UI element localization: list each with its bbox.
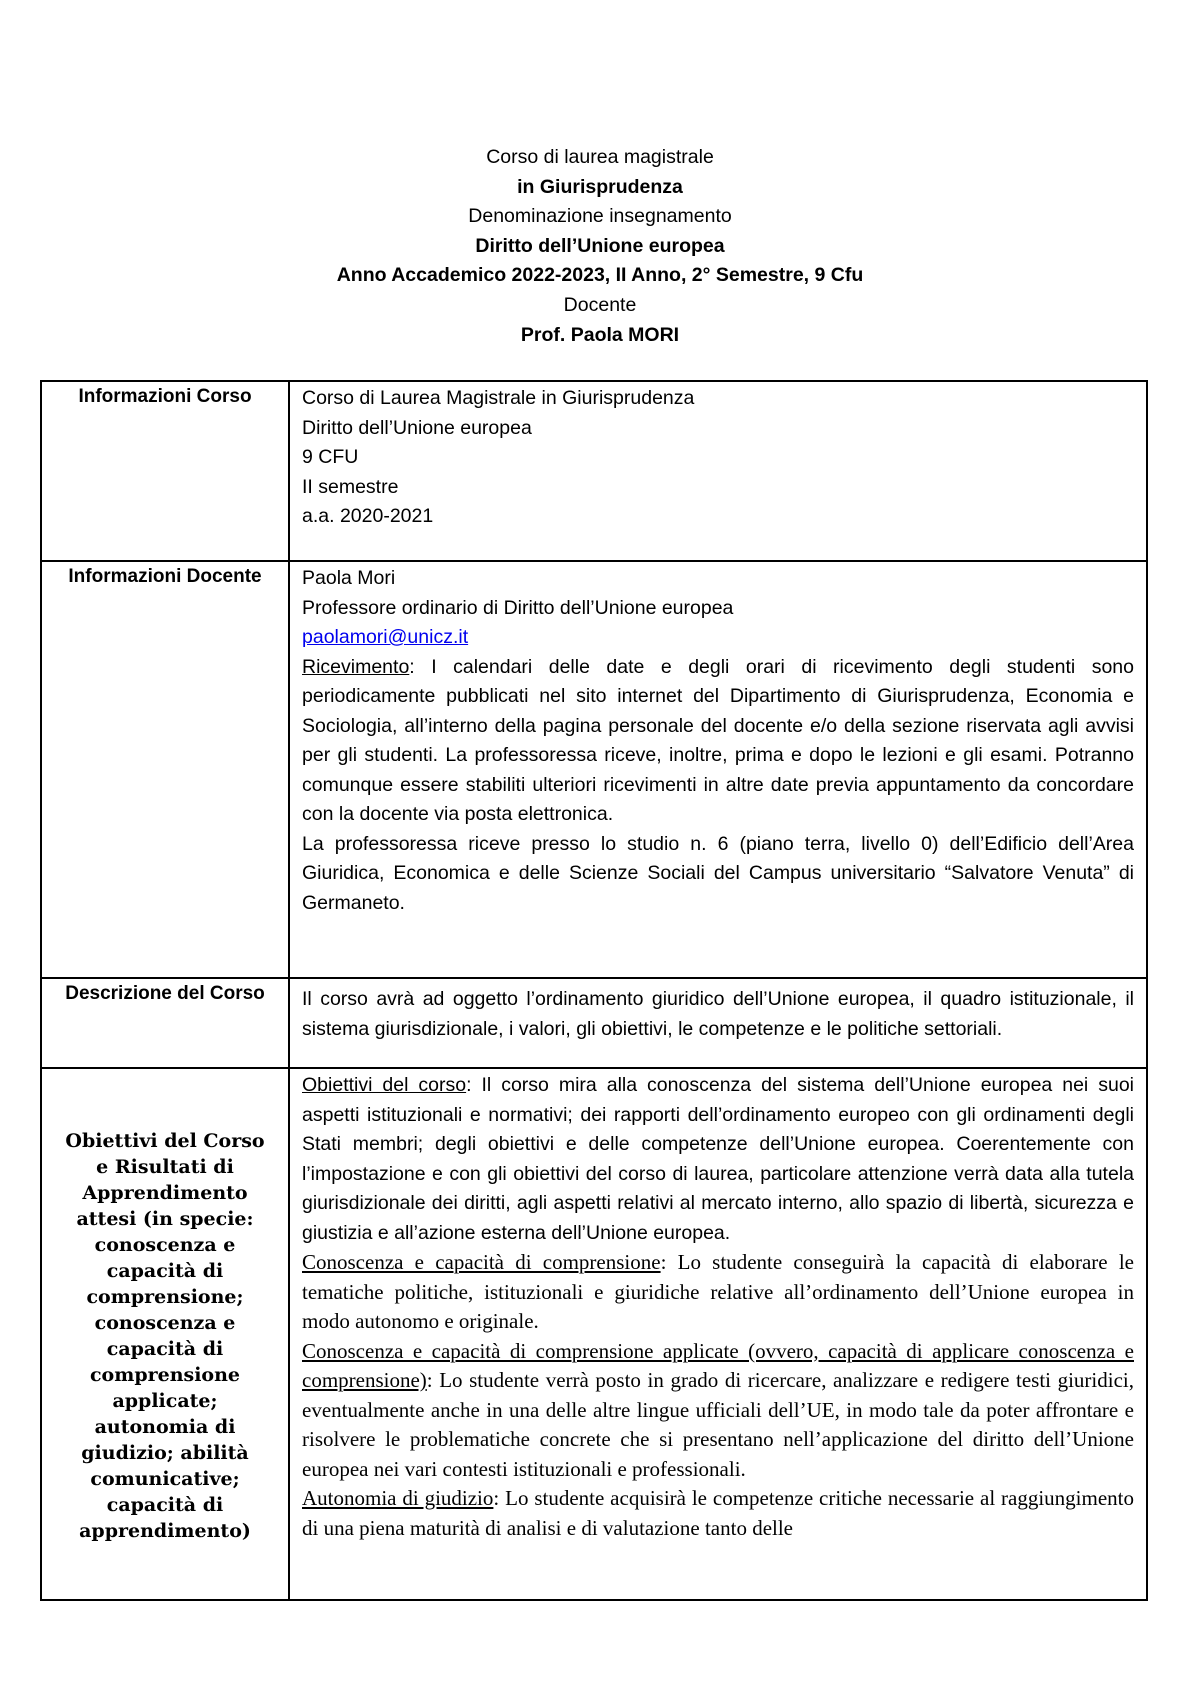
teacher-role: Professore ordinario di Diritto dell’Unione europea: [302, 596, 734, 619]
judgement-text: : Lo studente acquisirà le competenze critiche necessarie al raggiungimento di una piena maturità di analisi e di valutazione tanto delle: [302, 1486, 1134, 1540]
objectives-paragraph: [302, 1071, 1134, 1248]
header-teacher-label: Docente: [563, 293, 637, 316]
course-info-line: a.a. 2020-2021: [302, 505, 434, 527]
teacher-email-link[interactable]: paolamori@unicz.it: [302, 626, 469, 648]
applied-knowledge-text: : Lo studente verrà posto in grado di ricercare, analizzare e redigere testi giuridici, eventualmente anche in una delle altre lingue ufficiali dell’UE, in modo tale da poter affrontare e risolvere le problematiche concrete che si presentano nell’applicazione del diritto dell’Unione europea nei vari contesti istituzionali e professionali.: [302, 1368, 1134, 1481]
office-hours-label: Ricevimento: [302, 655, 410, 678]
office-location-text: La professoressa riceve presso lo studio n. 6 (piano terra, livello 0) dell’Edificio dell’Area Giuridica, Economica e delle Scienze Sociali del Campus universitario “Salvatore Venuta” di Germaneto.: [302, 832, 1134, 914]
teacher-info-value: [289, 561, 1147, 978]
row-course-description: [41, 978, 1147, 1068]
applied-knowledge-paragraph: [302, 1337, 1134, 1485]
header-course-name: Diritto dell’Unione europea: [475, 234, 725, 257]
judgement-paragraph: [302, 1484, 1134, 1542]
header-course-name-label: Denominazione insegnamento: [468, 205, 732, 228]
course-info-value: [289, 381, 1147, 561]
judgement-heading: Autonomia di giudizio: [302, 1486, 494, 1510]
knowledge-paragraph: [302, 1248, 1134, 1337]
document-header: [0, 143, 1200, 350]
syllabus-table: [40, 380, 1148, 1601]
row-course-info: [41, 381, 1147, 561]
applied-knowledge-heading: Conoscenza e capacità di comprensione applicate (ovvero, capacità di applicare conoscenza e comprensione): [302, 1338, 1134, 1392]
objectives-heading: Obiettivi del corso: [302, 1074, 467, 1096]
objectives-label: Obiettivi del Corso e Risultati di Apprendimento attesi (in specie: conoscenza e capacità di comprensione; conoscenza e capacità di comprensione applicate; autonomia di giudizio; abilità comunicative; capacità di apprendimento): [41, 1068, 289, 1600]
header-academic-year: Anno Accademico 2022-2023, II Anno, 2° Semestre, 9 Cfu: [336, 264, 864, 287]
teacher-info-label: Informazioni Docente: [41, 561, 289, 978]
header-degree: Corso di laurea magistrale: [486, 146, 714, 168]
row-objectives: [41, 1068, 1147, 1600]
header-teacher-name: Prof. Paola MORI: [520, 323, 680, 346]
course-info-line: Diritto dell’Unione europea: [302, 416, 532, 439]
objectives-text: : Il corso mira alla conoscenza del sistema dell’Unione europea nei suoi aspetti istituzionali e normativi; dei rapporti dell’ordinamento europeo con gli ordinamenti degli Stati membri; degli obiettivi e delle competenze dell’Unione europea. Coerentemente con l’impostazione e con gli obiettivi del corso di laurea, particolare attenzione verrà data alla tutela giurisdizionale dei diritti, agli aspetti relativi al mercato interno, allo spazio di libertà, sicurezza e giustizia e all’azione esterna dell’Unione europea.: [302, 1074, 1134, 1244]
course-description-text: Il corso avrà ad oggetto l’ordinamento giuridico dell’Unione europea, il quadro istituzionale, il sistema giurisdizionale, i valori, gli obiettivi, le competenze e le politiche settoriali.: [289, 978, 1147, 1068]
header-degree-field: in Giurisprudenza: [517, 175, 683, 198]
office-hours-paragraph: [302, 653, 1134, 830]
knowledge-text: : Lo studente conseguirà la capacità di elaborare le tematiche politiche, istituzionali e giuridiche relative all’ordinamento dell’Unione europea in modo autonomo e originale.: [302, 1250, 1134, 1333]
course-info-line: II semestre: [302, 475, 399, 498]
row-teacher-info: [41, 561, 1147, 978]
course-description-label: Descrizione del Corso: [41, 978, 289, 1068]
teacher-name: Paola Mori: [302, 567, 396, 589]
course-info-line: 9 CFU: [302, 446, 359, 468]
course-info-line: Corso di Laurea Magistrale in Giurisprudenza: [302, 387, 695, 409]
knowledge-heading: Conoscenza e capacità di comprensione: [302, 1250, 661, 1274]
office-hours-text: : I calendari delle date e degli orari di ricevimento degli studenti sono periodicamente pubblicati nel sito internet del Dipartimento di Giurisprudenza, Economia e Sociologia, all’interno della pagina personale del docente e/o della sezione riservata agli avvisi per gli studenti. La professoressa riceve, inoltre, prima e dopo le lezioni e gli esami. Potranno comunque essere stabiliti ulteriori ricevimenti in altre date previa appuntamento da concordare con la docente via posta elettronica.: [302, 655, 1134, 825]
objectives-value: [289, 1068, 1147, 1600]
course-info-label: Informazioni Corso: [41, 381, 289, 561]
